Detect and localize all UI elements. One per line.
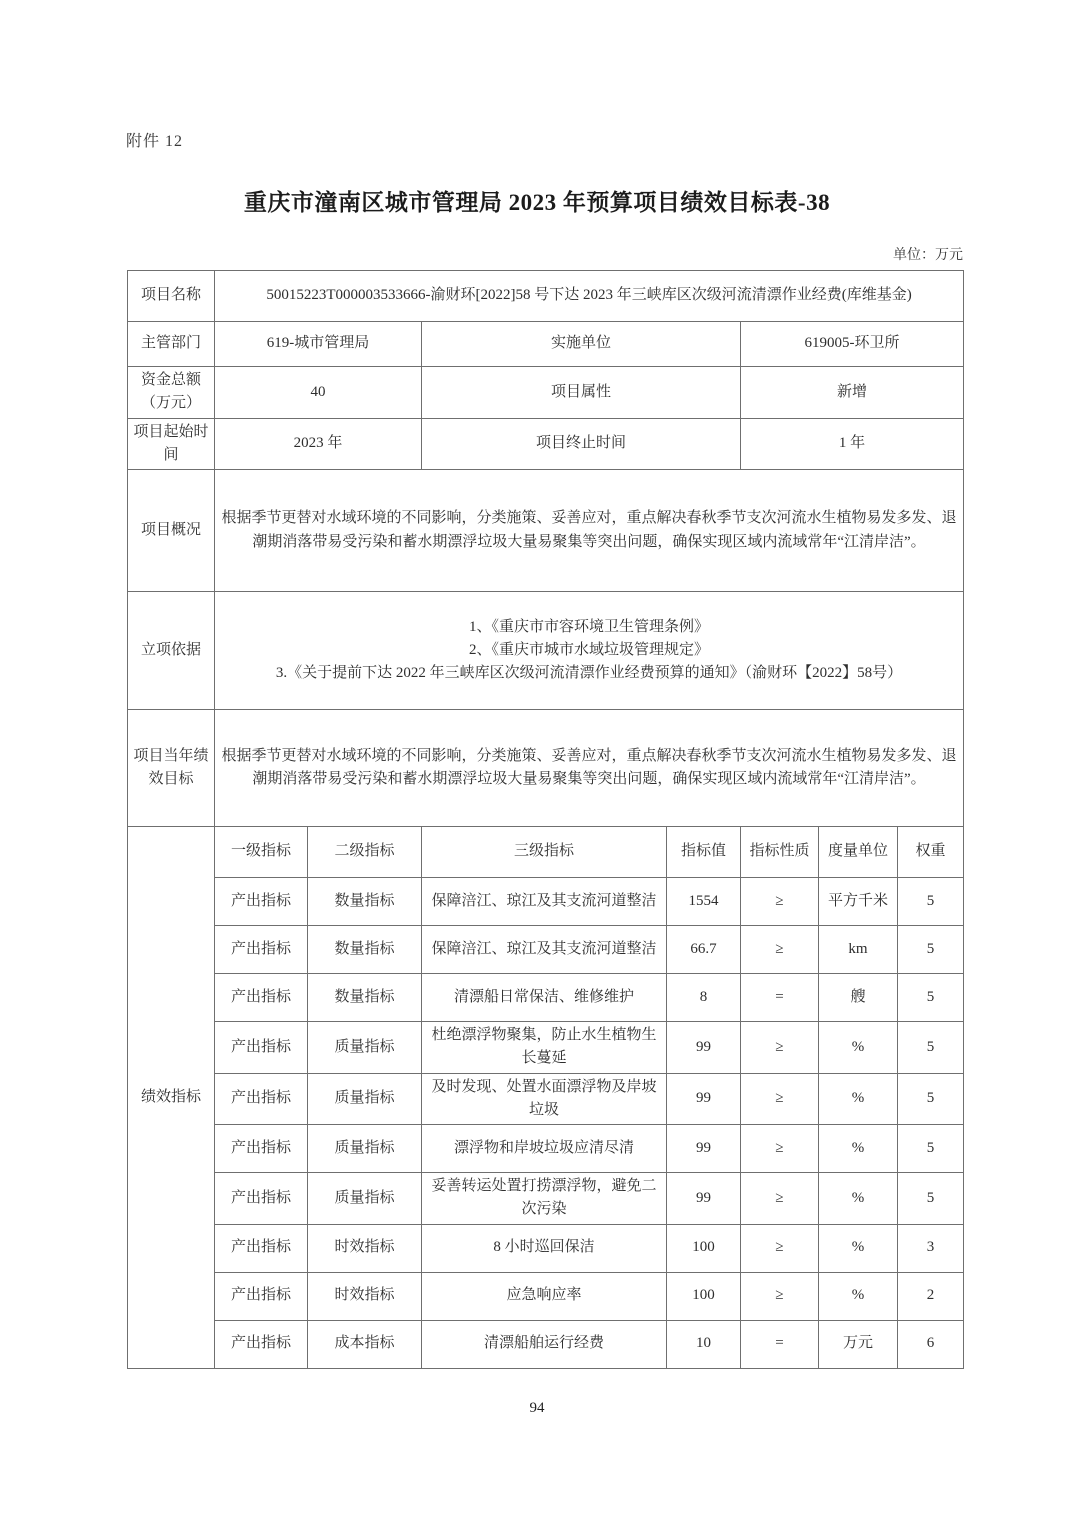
indicator-level3: 保障涪江、琼江及其支流河道整洁: [422, 926, 667, 974]
indicator-value: 99: [667, 1022, 741, 1074]
header-nature: 指标性质: [741, 827, 819, 878]
indicator-level1: 产出指标: [215, 1224, 308, 1272]
indicator-nature: ≥: [741, 1272, 819, 1320]
indicator-row: [128, 1272, 964, 1320]
header-unit: 度量单位: [819, 827, 898, 878]
indicator-level2: 质量指标: [308, 1022, 422, 1074]
indicator-level1: 产出指标: [215, 1173, 308, 1225]
indicator-value: 1554: [667, 878, 741, 926]
indicator-unit: %: [819, 1073, 898, 1125]
project-name-label: 项目名称: [128, 271, 215, 322]
end-time-label: 项目终止时间: [422, 418, 741, 470]
indicator-value: 99: [667, 1173, 741, 1225]
indicator-weight: 5: [898, 974, 964, 1022]
indicator-unit: %: [819, 1173, 898, 1225]
basis-label: 立项依据: [128, 592, 215, 710]
indicator-header-row: [128, 827, 964, 878]
indicator-level2: 时效指标: [308, 1224, 422, 1272]
indicator-unit: 万元: [819, 1320, 898, 1368]
table-row: [128, 470, 964, 592]
indicator-level3: 妥善转运处置打捞漂浮物，避免二次污染: [422, 1173, 667, 1225]
indicator-level2: 质量指标: [308, 1173, 422, 1225]
indicator-weight: 5: [898, 1125, 964, 1173]
indicator-level2: 数量指标: [308, 878, 422, 926]
indicator-value: 99: [667, 1125, 741, 1173]
indicator-unit: %: [819, 1272, 898, 1320]
indicator-level3: 应急响应率: [422, 1272, 667, 1320]
table-row: [128, 710, 964, 827]
indicator-nature: =: [741, 1320, 819, 1368]
indicator-value: 10: [667, 1320, 741, 1368]
basis-value: [215, 592, 964, 710]
indicator-level1: 产出指标: [215, 1320, 308, 1368]
dept-value: 619-城市管理局: [215, 322, 422, 367]
indicator-level1: 产出指标: [215, 1022, 308, 1074]
indicator-weight: 3: [898, 1224, 964, 1272]
indicator-level1: 产出指标: [215, 1073, 308, 1125]
indicator-level3: 保障涪江、琼江及其支流河道整洁: [422, 878, 667, 926]
table-row: [128, 592, 964, 710]
indicator-unit: %: [819, 1022, 898, 1074]
indicator-weight: 5: [898, 1022, 964, 1074]
basis-line-2: 2、《重庆市城市水域垃圾管理规定》: [469, 641, 710, 658]
indicator-unit: km: [819, 926, 898, 974]
project-attr-value: 新增: [741, 367, 964, 419]
indicator-row: [128, 1173, 964, 1225]
end-time-value: 1 年: [741, 418, 964, 470]
indicator-row: [128, 878, 964, 926]
indicator-row: [128, 1320, 964, 1368]
page-number: 94: [529, 1400, 545, 1416]
indicator-level2: 质量指标: [308, 1073, 422, 1125]
indicator-nature: ≥: [741, 878, 819, 926]
overview-label: 项目概况: [128, 470, 215, 592]
indicator-level2: 时效指标: [308, 1272, 422, 1320]
indicator-level1: 产出指标: [215, 1272, 308, 1320]
indicator-nature: ≥: [741, 1073, 819, 1125]
indicator-row: [128, 1125, 964, 1173]
page-title: 重庆市潼南区城市管理局 2023 年预算项目绩效目标表-38: [243, 190, 831, 215]
project-name-value: 50015223T000003533666-渝财环[2022]58 号下达 2023 年三峡库区次级河流清漂作业经费(库维基金): [215, 271, 964, 322]
indicator-level1: 产出指标: [215, 878, 308, 926]
basis-line-1: 1、《重庆市市容环境卫生管理条例》: [469, 618, 710, 635]
indicators-section-label: 绩效指标: [128, 827, 215, 1369]
table-row: [128, 271, 964, 322]
indicator-level3: 清漂船舶运行经费: [422, 1320, 667, 1368]
indicator-weight: 2: [898, 1272, 964, 1320]
indicator-nature: =: [741, 974, 819, 1022]
indicator-unit: %: [819, 1224, 898, 1272]
indicator-unit: 平方千米: [819, 878, 898, 926]
indicator-nature: ≥: [741, 1022, 819, 1074]
indicator-level3: 及时发现、处置水面漂浮物及岸坡垃圾: [422, 1073, 667, 1125]
indicator-level3: 杜绝漂浮物聚集，防止水生植物生长蔓延: [422, 1022, 667, 1074]
start-time-value: 2023 年: [215, 418, 422, 470]
indicator-level2: 成本指标: [308, 1320, 422, 1368]
fund-total-label: 资金总额（万元）: [128, 367, 215, 419]
indicator-level1: 产出指标: [215, 926, 308, 974]
indicator-value: 8: [667, 974, 741, 1022]
table-row: [128, 322, 964, 367]
indicator-level2: 数量指标: [308, 974, 422, 1022]
indicator-unit: %: [819, 1125, 898, 1173]
table-row: [128, 418, 964, 470]
indicator-weight: 5: [898, 926, 964, 974]
indicator-row: [128, 926, 964, 974]
indicator-weight: 5: [898, 1073, 964, 1125]
indicator-value: 100: [667, 1224, 741, 1272]
indicator-level2: 质量指标: [308, 1125, 422, 1173]
indicator-nature: ≥: [741, 1224, 819, 1272]
indicator-row: [128, 1022, 964, 1074]
indicator-weight: 6: [898, 1320, 964, 1368]
indicator-row: [128, 974, 964, 1022]
overview-value: 根据季节更替对水域环境的不同影响，分类施策、妥善应对，重点解决春秋季节支次河流水生植物易发多发、退潮期消落带易受污染和蓄水期漂浮垃圾大量易聚集等突出问题，确保实现区域内流域常年“江清岸洁”。: [215, 470, 964, 592]
header-level3: 三级指标: [422, 827, 667, 878]
indicator-row: [128, 1073, 964, 1125]
indicator-value: 99: [667, 1073, 741, 1125]
attachment-number: 附件 12: [126, 133, 184, 150]
indicator-value: 66.7: [667, 926, 741, 974]
indicator-level2: 数量指标: [308, 926, 422, 974]
indicator-nature: ≥: [741, 1125, 819, 1173]
indicator-row: [128, 1224, 964, 1272]
header-weight: 权重: [898, 827, 964, 878]
unit-note: 单位：万元: [893, 248, 963, 263]
indicator-level1: 产出指标: [215, 974, 308, 1022]
dept-label: 主管部门: [128, 322, 215, 367]
header-value: 指标值: [667, 827, 741, 878]
indicator-unit: 艘: [819, 974, 898, 1022]
header-level2: 二级指标: [308, 827, 422, 878]
project-attr-label: 项目属性: [422, 367, 741, 419]
indicator-nature: ≥: [741, 926, 819, 974]
impl-unit-value: 619005-环卫所: [741, 322, 964, 367]
table-row: [128, 367, 964, 419]
indicator-level1: 产出指标: [215, 1125, 308, 1173]
indicator-level3: 漂浮物和岸坡垃圾应清尽清: [422, 1125, 667, 1173]
indicator-nature: ≥: [741, 1173, 819, 1225]
indicator-level3: 8 小时巡回保洁: [422, 1224, 667, 1272]
impl-unit-label: 实施单位: [422, 322, 741, 367]
header-level1: 一级指标: [215, 827, 308, 878]
annual-goal-label: 项目当年绩效目标: [128, 710, 215, 827]
budget-performance-table: [127, 270, 964, 1369]
indicator-weight: 5: [898, 878, 964, 926]
basis-line-3: 3.《关于提前下达 2022 年三峡库区次级河流清漂作业经费预算的通知》（渝财环【2022】58号）: [275, 665, 903, 682]
indicator-weight: 5: [898, 1173, 964, 1225]
indicator-level3: 清漂船日常保洁、维修维护: [422, 974, 667, 1022]
fund-total-value: 40: [215, 367, 422, 419]
start-time-label: 项目起始时间: [128, 418, 215, 470]
annual-goal-value: 根据季节更替对水域环境的不同影响，分类施策、妥善应对，重点解决春秋季节支次河流水生植物易发多发、退潮期消落带易受污染和蓄水期漂浮垃圾大量易聚集等突出问题，确保实现区域内流域常年“江清岸洁”。: [215, 710, 964, 827]
indicator-value: 100: [667, 1272, 741, 1320]
